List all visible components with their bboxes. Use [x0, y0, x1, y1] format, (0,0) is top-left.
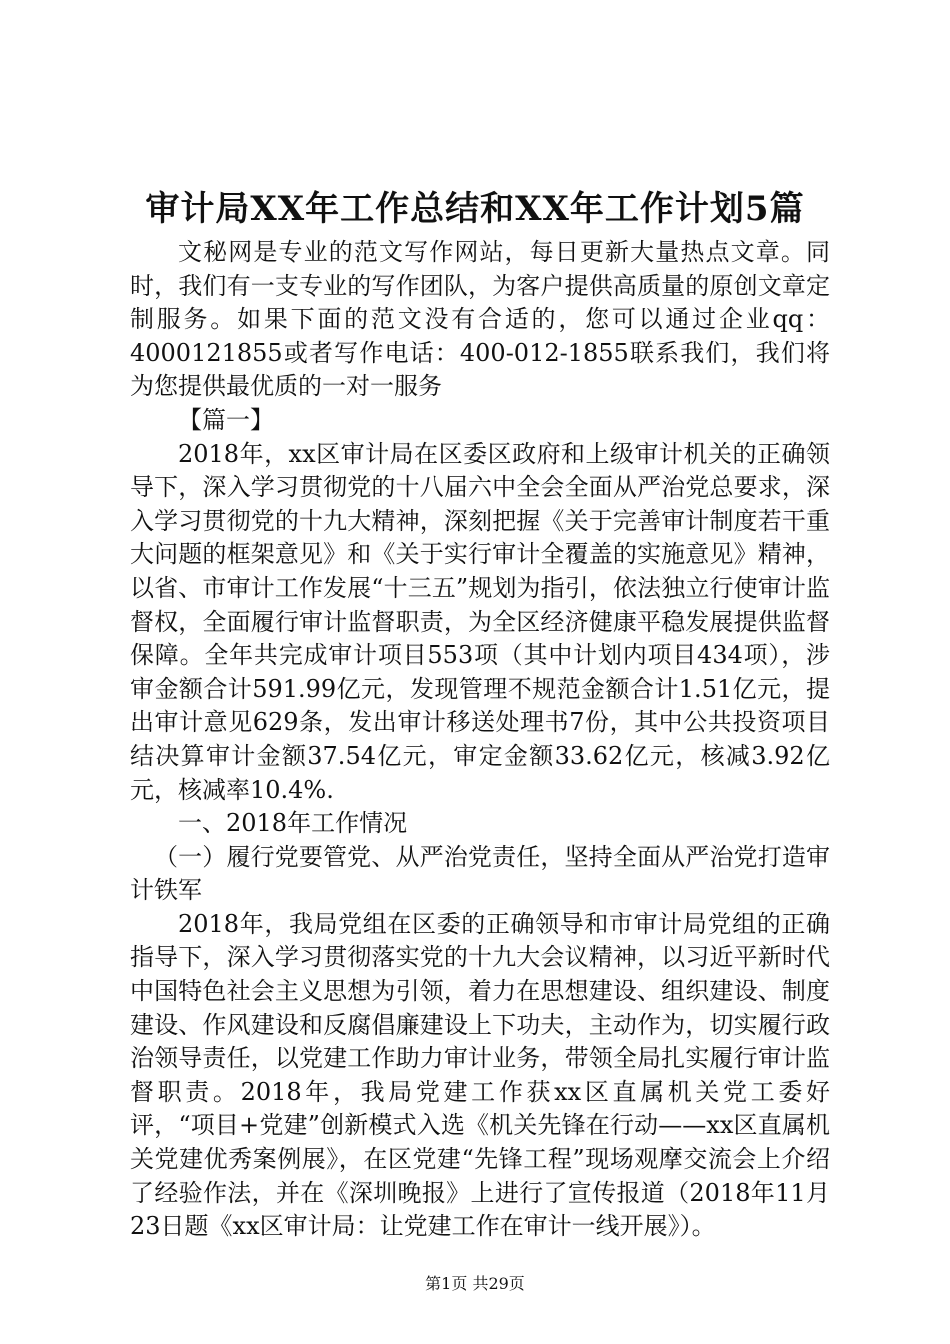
document-body: [130, 236, 830, 1244]
body-paragraph: 2018年，我局党组在区委的正确领导和市审计局党组的正确指导下，深入学习贯彻落实党的十九大会议精神，以习近平新时代中国特色社会主义思想为引领，着力在思想建设、组织建设、制度建设、作风建设和反腐倡廉建设上下功夫，主动作为，切实履行政治领导责任，以党建工作助力审计业务，带领全局扎实履行审计监督职责。2018年，我局党建工作获xx区直属机关党工委好评，“项目+党建”创新模式入选《机关先锋在行动——xx区直属机关党建优秀案例展》，在区党建“先锋工程”现场观摩交流会上介绍了经验作法，并在《深圳晚报》上进行了宣传报道（2018年11月23日题《xx区审计局：让党建工作在审计一线开展》）。: [130, 909, 830, 1241]
body-paragraph: 2018年，xx区审计局在区委区政府和上级审计机关的正确领导下，深入学习贯彻党的十八届六中全会全面从严治党总要求，深入学习贯彻党的十九大精神，深刻把握《关于完善审计制度若干重大问题的框架意见》和《关于实行审计全覆盖的实施意见》精神，以省、市审计工作发展“十三五”规划为指引，依法独立行使审计监督权，全面履行审计监督职责，为全区经济健康平稳发展提供监督保障。全年共完成审计项目553项（其中计划内项目434项），涉审金额合计591.99亿元，发现管理不规范金额合计1.51亿元，提出审计意见629条，发出审计移送处理书7份，其中公共投资项目结决算审计金额37.54亿元，审定金额33.62亿元，核减3.92亿元，核减率10.4%.: [130, 439, 830, 804]
subsection-heading: （一）履行党要管党、从严治党责任，坚持全面从严治党打造审计铁军: [130, 842, 830, 905]
section-heading: 一、2018年工作情况: [178, 809, 408, 838]
intro-paragraph: 文秘网是专业的范文写作网站，每日更新大量热点文章。同时，我们有一支专业的写作团队，为客户提供高质量的原创文章定制服务。如果下面的范文没有合适的，您可以通过企业qq：4000121855或者写作电话：400-012-1855联系我们，我们将为您提供最优质的一对一服务: [130, 238, 830, 401]
page-footer: 第1页 共29页: [425, 1274, 525, 1293]
section-heading-part-one: 【篇一】: [178, 405, 274, 434]
document-title: 审计局XX年工作总结和XX年工作计划5篇: [145, 189, 805, 229]
